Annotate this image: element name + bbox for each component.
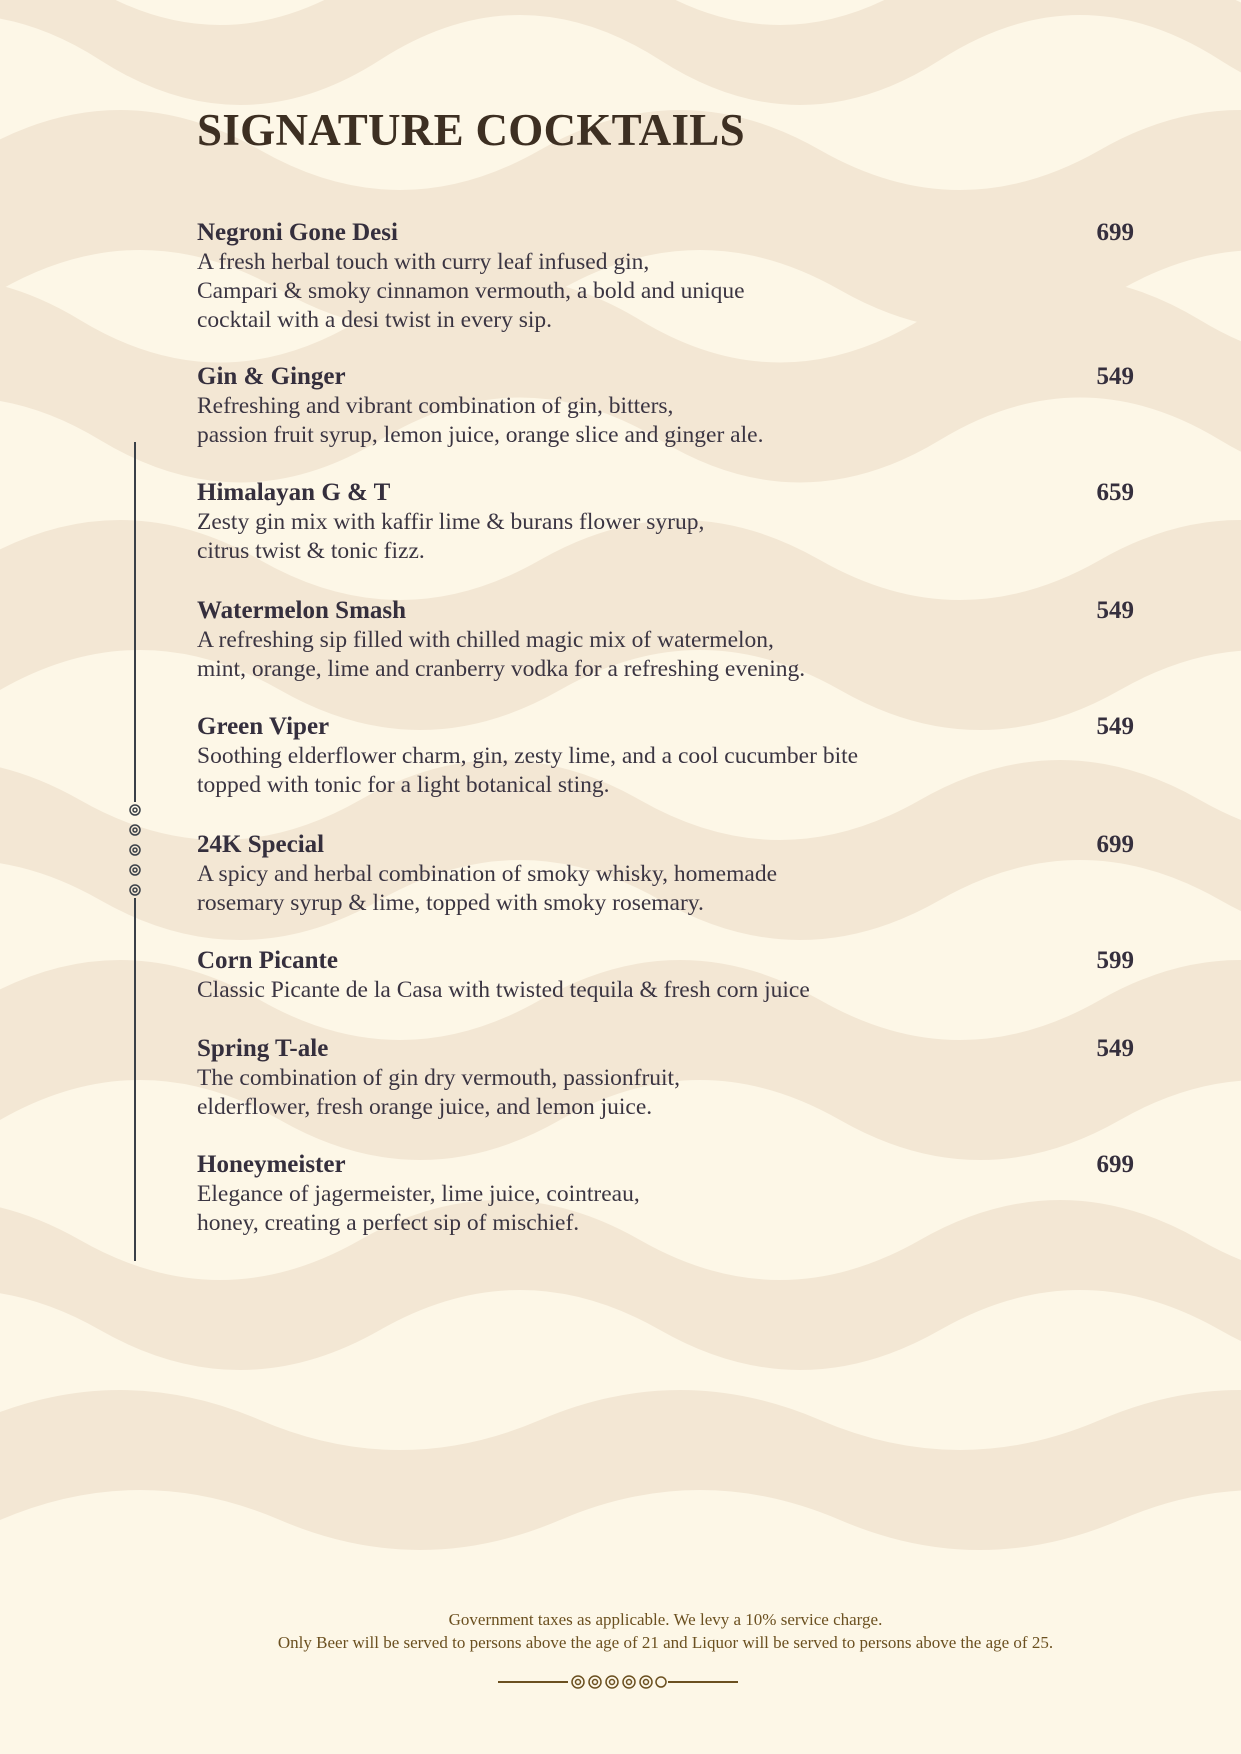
item-description-line: mint, orange, lime and cranberry vodka for a refreshing evening. (197, 656, 806, 682)
item-name: Negroni Gone Desi (197, 219, 398, 246)
item-description-line: Refreshing and vibrant combination of gin, bitters, (197, 393, 674, 419)
item-price: 699 (1096, 1151, 1134, 1178)
menu-item (197, 218, 1134, 335)
divider-line-top (134, 442, 136, 802)
divider-line-bottom (134, 898, 136, 1261)
wave-band (0, 0, 1241, 105)
item-description-line: citrus twist & tonic fizz. (197, 538, 425, 564)
footer-ornament-icon (498, 1672, 738, 1692)
item-name: 24K Special (197, 831, 325, 858)
item-description-line: elderflower, fresh orange juice, and lemon juice. (197, 1094, 653, 1120)
item-name: Spring T-ale (197, 1035, 329, 1062)
item-description-line: Campari & smoky cinnamon vermouth, a bold and unique (197, 278, 745, 304)
item-description-line: Classic Picante de la Casa with twisted tequila & fresh corn juice (197, 977, 810, 1003)
scroll-ornament-icon (124, 800, 146, 900)
menu-item (197, 946, 1134, 1005)
item-name: Himalayan G & T (197, 479, 391, 506)
item-price: 549 (1096, 363, 1134, 390)
age-note: Only Beer will be served to persons above the age of 21 and Liquor will be served to persons above the age of 25. (277, 1633, 1054, 1652)
item-price: 549 (1096, 713, 1134, 740)
item-description-line: passion fruit syrup, lemon juice, orange slice and ginger ale. (197, 422, 764, 448)
item-description-line: The combination of gin dry vermouth, passionfruit, (197, 1065, 680, 1091)
item-name: Corn Picante (197, 947, 338, 974)
item-price: 699 (1096, 831, 1134, 858)
item-name: Gin & Ginger (197, 363, 346, 390)
item-description-line: Elegance of jagermeister, lime juice, cointreau, (197, 1181, 640, 1207)
item-description-line: A spicy and herbal combination of smoky whisky, homemade (197, 861, 777, 887)
item-description-line: A fresh herbal touch with curry leaf infused gin, (197, 249, 650, 275)
menu-item (197, 478, 1134, 566)
item-description-line: topped with tonic for a light botanical sting. (197, 772, 610, 798)
menu-item (197, 362, 1134, 450)
menu-item (197, 830, 1134, 918)
item-price: 699 (1096, 219, 1134, 246)
page-title: SIGNATURE COCKTAILS (197, 105, 745, 155)
item-description-line: cocktail with a desi twist in every sip. (197, 307, 553, 333)
item-price: 659 (1096, 479, 1134, 506)
item-price: 599 (1096, 947, 1134, 974)
item-name: Honeymeister (197, 1151, 346, 1178)
item-description-line: Soothing elderflower charm, gin, zesty lime, and a cool cucumber bite (197, 743, 859, 769)
item-price: 549 (1096, 597, 1134, 624)
item-name: Watermelon Smash (197, 597, 407, 624)
item-description-line: A refreshing sip filled with chilled magic mix of watermelon, (197, 627, 774, 653)
item-price: 549 (1096, 1035, 1134, 1062)
tax-note: Government taxes as applicable. We levy a 10% service charge. (448, 1610, 883, 1629)
item-description-line: rosemary syrup & lime, topped with smoky rosemary. (197, 890, 704, 916)
menu-item (197, 712, 1134, 800)
menu-item (197, 596, 1134, 684)
menu-item (197, 1150, 1134, 1238)
item-description-line: honey, creating a perfect sip of mischief. (197, 1210, 580, 1236)
menu-item (197, 1034, 1134, 1122)
item-name: Green Viper (197, 713, 330, 740)
item-description-line: Zesty gin mix with kaffir lime & burans flower syrup, (197, 509, 705, 535)
wave-band (0, 1390, 1241, 1550)
